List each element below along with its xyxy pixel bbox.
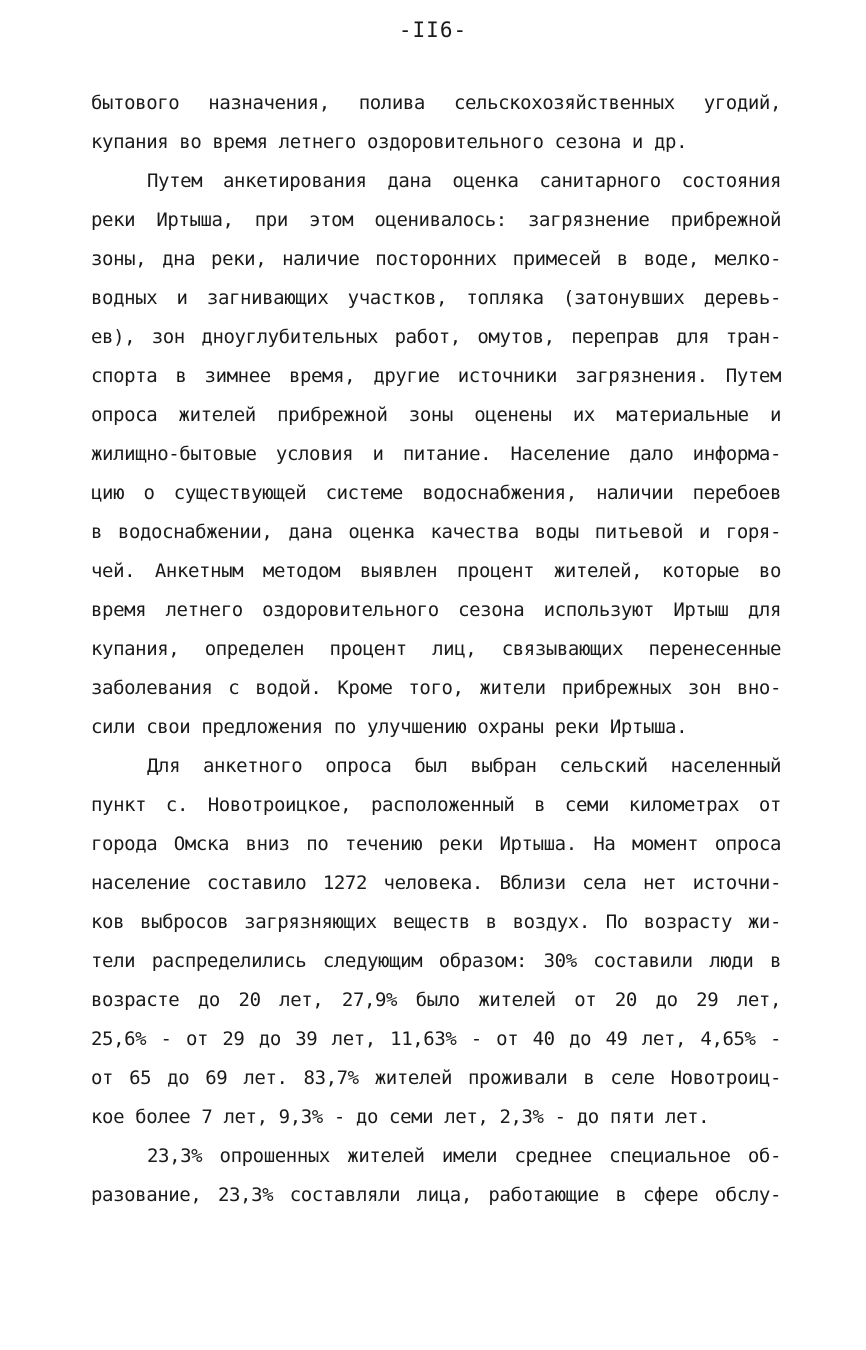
text-line: 25,6% - от 29 до 39 лет, 11,63% - от 40 до 49 лет, 4,65% - (91, 1028, 781, 1050)
text-line: Для анкетного опроса был выбран сельский населенный (147, 755, 781, 777)
text-line: водных и загнивающих участков, топляка (затонувших деревь- (91, 287, 781, 309)
text-line: цию о существующей системе водоснабжения, наличии перебоев (91, 482, 781, 504)
text-line: ев), зон дноуглубительных работ, омутов, переправ для тран- (91, 326, 781, 348)
text-line: заболевания с водой. Кроме того, жители прибрежных зон вно- (91, 677, 781, 699)
text-line: 23,3% опрошенных жителей имели среднее специальное об- (147, 1145, 781, 1167)
text-line: ков выбросов загрязняющих веществ в воздух. По возрасту жи- (91, 911, 781, 933)
text-line: разование, 23,3% составляли лица, работающие в сфере обслу- (91, 1184, 781, 1206)
document-body (91, 84, 781, 1215)
text-line: купания во время летнего оздоровительного сезона и др. (91, 131, 688, 153)
page-number: -II6- (398, 18, 468, 42)
paragraph (91, 162, 781, 747)
text-line: тели распределились следующим образом: 30% составили люди в (91, 950, 781, 972)
text-line: зоны, дна реки, наличие посторонних примесей в воде, мелко- (91, 248, 781, 270)
text-line: сили свои предложения по улучшению охраны реки Иртыша. (91, 716, 688, 738)
text-line: возрасте до 20 лет, 27,9% было жителей от 20 до 29 лет, (91, 989, 781, 1011)
text-line: кое более 7 лет, 9,3% - до семи лет, 2,3% - до пяти лет. (91, 1106, 710, 1128)
paragraph (91, 747, 781, 1137)
text-line: время летнего оздоровительного сезона используют Иртыш для (91, 599, 781, 621)
text-line: реки Иртыша, при этом оценивалось: загрязнение прибрежной (91, 209, 781, 231)
text-line: бытового назначения, полива сельскохозяйственных угодий, (91, 92, 781, 114)
text-line: опроса жителей прибрежной зоны оценены их материальные и (91, 404, 781, 426)
text-line: в водоснабжении, дана оценка качества воды питьевой и горя- (91, 521, 781, 543)
text-line: жилищно-бытовые условия и питание. Население дало информа- (91, 443, 781, 465)
text-line: население составило 1272 человека. Вблизи села нет источни- (91, 872, 781, 894)
paragraph (91, 1137, 781, 1215)
text-line: Путем анкетирования дана оценка санитарного состояния (147, 170, 781, 192)
text-line: от 65 до 69 лет. 83,7% жителей проживали в селе Новотроиц- (91, 1067, 781, 1089)
text-line: купания, определен процент лиц, связывающих перенесенные (91, 638, 781, 660)
text-line: чей. Анкетным методом выявлен процент жителей, которые во (91, 560, 781, 582)
text-line: города Омска вниз по течению реки Иртыша. На момент опроса (91, 833, 781, 855)
text-line: спорта в зимнее время, другие источники загрязнения. Путем (91, 365, 781, 387)
paragraph (91, 84, 781, 162)
text-line: пункт с. Новотроицкое, расположенный в семи километрах от (91, 794, 781, 816)
